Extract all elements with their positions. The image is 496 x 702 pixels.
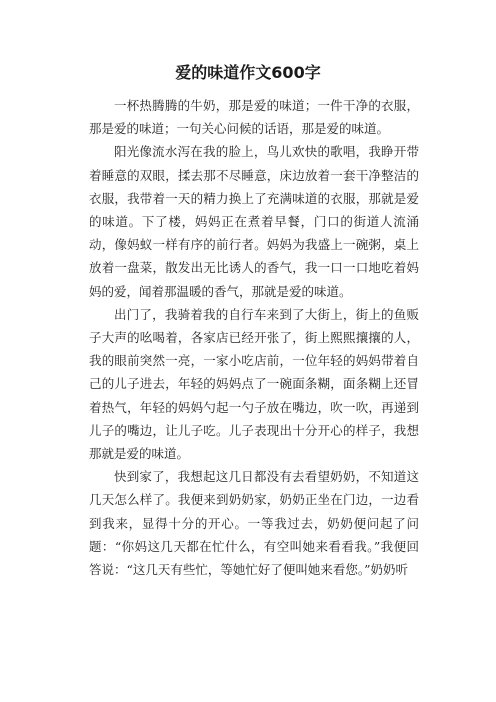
paragraph: 阳光像流水泻在我的脸上，鸟儿欢快的歌唱，我睁开带着睡意的双眼，揉去那不尽睡意，床边放着一套干净整洁的衣服，我带着一天的精力换上了充满味道的衣服，那就是爱的味道。下了楼，妈妈正在煮着早餐，门口的街道人流涌动，像妈蚁一样有序的前行者。妈妈为我盛上一碗粥，桌上放着一盘菜，散发出无比诱人的香气，我一口一口地吃着妈妈的爱，闻着那温暖的香气，那就是爱的味道。 <box>89 144 419 299</box>
paragraph: 快到家了，我想起这几日都没有去看望奶奶，不知道这几天怎么样了。我便来到奶奶家，奶奶正坐在门边，一边看到我来，显得十分的开心。一等我过去，奶奶便问起了问题：“你妈这几天都在忙什么，有空叫她来看看我。”我便回答说：“这几天有些忙，等她忙好了便叫她来看您。”奶奶听 <box>89 469 419 578</box>
document-body <box>89 94 419 581</box>
document-title: 爱的味道作文600字 <box>175 63 321 82</box>
paragraph: 一杯热腾腾的牛奶，那是爱的味道；一件干净的衣服，那是爱的味道；一句关心问候的话语，那是爱的味道。 <box>89 98 419 137</box>
paragraph: 出门了，我骑着我的自行车来到了大街上，街上的鱼贩子大声的吆喝着，各家店已经开张了，街上熙熙攘攘的人，我的眼前突然一亮，一家小吃店前，一位年轻的妈妈带着自己的儿子进去，年轻的妈妈点了一碗面条糊，面条糊上还冒着热气，年轻的妈妈勺起一勺子放在嘴边，吹一吹，再递到儿子的嘴边，让儿子吃。儿子表现出十分开心的样子，我想那就是爱的味道。 <box>89 306 419 462</box>
